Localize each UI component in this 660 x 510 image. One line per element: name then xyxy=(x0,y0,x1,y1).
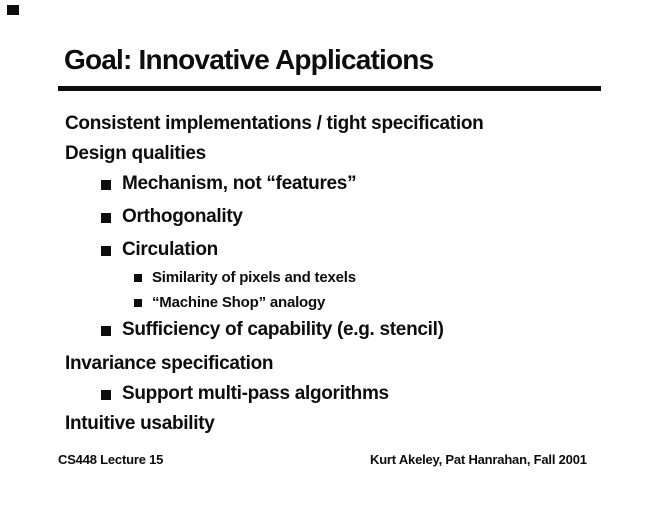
footer-authors-label: Kurt Akeley, Pat Hanrahan, Fall 2001 xyxy=(370,452,587,467)
bullet-item-label: Similarity of pixels and texels xyxy=(152,269,356,286)
bullet-square-icon xyxy=(101,390,111,400)
bullet-item xyxy=(0,409,660,439)
bullet-item xyxy=(0,109,660,139)
bullet-item-label: Support multi-pass algorithms xyxy=(122,383,389,404)
bullet-square-icon xyxy=(134,299,142,307)
bullet-item xyxy=(0,202,660,232)
slide-title: Goal: Innovative Applications xyxy=(64,44,434,75)
bullet-item-label: Invariance specification xyxy=(65,353,274,374)
bullet-item-label: Mechanism, not “features” xyxy=(122,173,357,194)
bullet-item xyxy=(0,315,660,345)
bullet-item xyxy=(0,265,660,290)
bullet-item-label: Consistent implementations / tight specification xyxy=(65,113,484,134)
bullet-item xyxy=(0,290,660,315)
bullet-list xyxy=(0,109,660,439)
bullet-square-icon xyxy=(101,246,111,256)
corner-mark xyxy=(7,5,19,15)
title-underline xyxy=(58,86,601,91)
bullet-item xyxy=(0,379,660,409)
bullet-item-label: Orthogonality xyxy=(122,206,243,227)
bullet-item xyxy=(0,349,660,379)
bullet-item xyxy=(0,235,660,265)
bullet-item-label: Sufficiency of capability (e.g. stencil) xyxy=(122,319,444,340)
bullet-item-label: “Machine Shop” analogy xyxy=(152,294,326,311)
bullet-item xyxy=(0,169,660,199)
bullet-square-icon xyxy=(101,180,111,190)
bullet-item-label: Intuitive usability xyxy=(65,413,215,434)
bullet-item xyxy=(0,139,660,169)
bullet-item-label: Design qualities xyxy=(65,143,206,164)
bullet-square-icon xyxy=(101,213,111,223)
footer-course-label: CS448 Lecture 15 xyxy=(58,452,164,467)
bullet-square-icon xyxy=(134,274,142,282)
bullet-item-label: Circulation xyxy=(122,239,218,260)
bullet-square-icon xyxy=(101,326,111,336)
